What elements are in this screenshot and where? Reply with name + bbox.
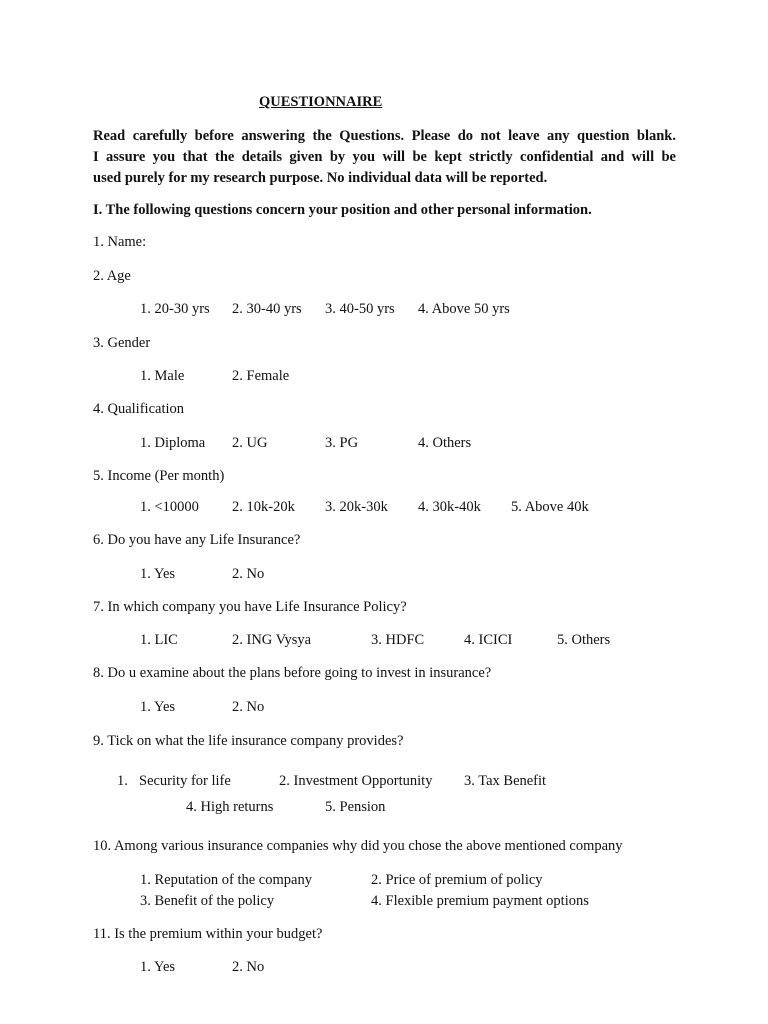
option[interactable]: 2. UG [232, 435, 268, 451]
option[interactable]: 2. Investment Opportunity [279, 773, 433, 789]
option[interactable]: 3. 20k-30k [325, 499, 388, 515]
option[interactable]: 3. Benefit of the policy [140, 893, 275, 909]
option[interactable]: 1. Yes [140, 699, 176, 715]
option[interactable]: 3. Tax Benefit [464, 773, 547, 789]
option[interactable]: 1. Male [140, 368, 185, 384]
instructions-line: Read carefully before answering the Questions. Please do not leave any question blank. [93, 128, 676, 144]
option[interactable]: 3. 40-50 yrs [325, 301, 395, 317]
question-11: 11. Is the premium within your budget? [93, 926, 323, 942]
option[interactable]: 5. Others [557, 632, 611, 648]
question-9: 9. Tick on what the life insurance company provides? [93, 733, 404, 749]
option[interactable]: 4. Flexible premium payment options [371, 893, 589, 909]
option[interactable]: 3. PG [325, 435, 359, 451]
option[interactable]: 1. Diploma [140, 435, 206, 451]
option[interactable]: 2. No [232, 959, 265, 975]
option[interactable]: 4. Above 50 yrs [418, 301, 510, 317]
question-1: 1. Name: [93, 234, 147, 250]
option[interactable]: 2. Price of premium of policy [371, 872, 543, 888]
option[interactable]: 2. 30-40 yrs [232, 301, 302, 317]
question-7: 7. In which company you have Life Insurance Policy? [93, 599, 407, 615]
instructions-line: I assure you that the details given by you will be kept strictly confidential and will be [93, 149, 676, 165]
option[interactable]: 2. 10k-20k [232, 499, 295, 515]
instructions-line: used purely for my research purpose. No individual data will be reported. [93, 170, 548, 186]
option[interactable]: 3. HDFC [371, 632, 425, 648]
section-heading: I. The following questions concern your position and other personal information. [93, 202, 592, 218]
option[interactable]: Security for life [139, 773, 231, 789]
option-number: 1. [117, 773, 128, 789]
question-5: 5. Income (Per month) [93, 468, 225, 484]
option[interactable]: 4. 30k-40k [418, 499, 481, 515]
option[interactable]: 1. 20-30 yrs [140, 301, 210, 317]
option[interactable]: 1. <10000 [140, 499, 199, 515]
question-10: 10. Among various insurance companies why did you chose the above mentioned company [93, 838, 623, 854]
option[interactable]: 1. Yes [140, 959, 176, 975]
option[interactable]: 1. Yes [140, 566, 176, 582]
option[interactable]: 2. ING Vysya [232, 632, 312, 648]
option[interactable]: 4. ICICI [464, 632, 513, 648]
option[interactable]: 5. Pension [325, 799, 386, 815]
question-4: 4. Qualification [93, 401, 185, 417]
option[interactable]: 4. Others [418, 435, 472, 451]
option[interactable]: 1. LIC [140, 632, 178, 648]
question-2: 2. Age [93, 268, 131, 284]
option[interactable]: 2. No [232, 699, 265, 715]
option[interactable]: 1. Reputation of the company [140, 872, 312, 888]
option[interactable]: 4. High returns [186, 799, 274, 815]
option[interactable]: 2. Female [232, 368, 290, 384]
option[interactable]: 2. No [232, 566, 265, 582]
question-8: 8. Do u examine about the plans before going to invest in insurance? [93, 665, 492, 681]
option[interactable]: 5. Above 40k [511, 499, 589, 515]
question-6: 6. Do you have any Life Insurance? [93, 532, 301, 548]
question-3: 3. Gender [93, 335, 151, 351]
instructions-paragraph [93, 126, 676, 189]
page-title: QUESTIONNAIRE [259, 94, 383, 110]
